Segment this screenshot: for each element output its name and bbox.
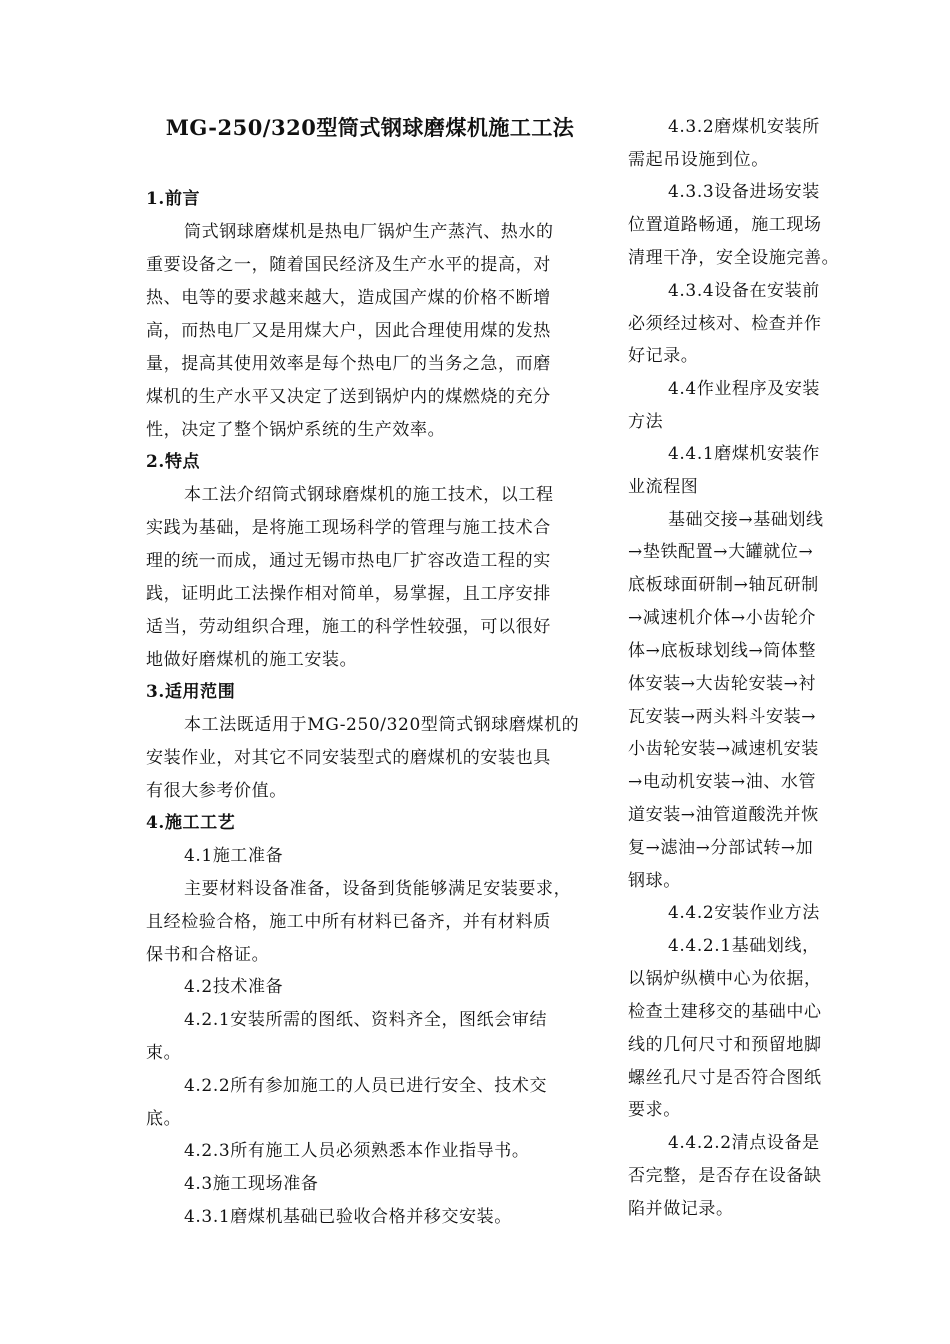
text-line: 底板球面研制→轴瓦研制 (628, 575, 819, 595)
text-line: 4.3.1磨煤机基础已验收合格并移交安装。 (184, 1207, 512, 1227)
text-line: 钢球。 (628, 871, 681, 891)
text-line: 主要材料设备准备，设备到货能够满足安装要求， (184, 879, 572, 899)
text-line: 体安装→大齿轮安装→衬 (628, 674, 817, 694)
text-line: 束。 (146, 1043, 182, 1063)
text-line: 位置道路畅通，施工现场 (628, 215, 822, 235)
text-line: 筒式钢球磨煤机是热电厂锅炉生产蒸汽、热水的 (184, 222, 554, 242)
text-line: 有很大参考价值。 (146, 781, 287, 801)
text-line: 否完整，是否存在设备缺 (628, 1166, 822, 1186)
text-line: 螺丝孔尺寸是否符合图纸 (628, 1068, 822, 1088)
text-line: →减速机介体→小齿轮介 (628, 608, 817, 628)
text-line: 理的统一而成，通过无锡市热电厂扩容改造工程的实 (146, 551, 551, 571)
text-line: 4.4.2.2清点设备是 (668, 1133, 820, 1153)
section-heading: 4.施工工艺 (146, 813, 236, 833)
text-line: 4.2.2所有参加施工的人员已进行安全、技术交 (184, 1076, 548, 1096)
text-line: 重要设备之一，随着国民经济及生产水平的提高，对 (146, 255, 551, 275)
text-line: 4.3施工现场准备 (184, 1174, 319, 1194)
text-line: 性，决定了整个锅炉系统的生产效率。 (146, 420, 446, 440)
section-heading: 2.特点 (146, 452, 201, 472)
text-line: 高，而热电厂又是用煤大户，因此合理使用煤的发热 (146, 321, 551, 341)
text-line: 以锅炉纵横中心为依据， (628, 969, 822, 989)
text-line: 小齿轮安装→减速机安装 (628, 739, 819, 759)
text-line: 检查土建移交的基础中心 (628, 1002, 822, 1022)
text-line: 4.3.2磨煤机安装所 (668, 117, 820, 137)
text-line: 4.4作业程序及安装 (668, 379, 821, 399)
text-line: 体→底板球划线→筒体整 (628, 641, 817, 661)
text-line: 方法 (628, 412, 664, 432)
text-line: 底。 (146, 1109, 182, 1129)
text-line: 业流程图 (628, 477, 699, 497)
text-line: 4.3.3设备进场安装 (668, 182, 820, 202)
text-line: 需起吊设施到位。 (628, 150, 769, 170)
text-line: 基础交接→基础划线 (668, 510, 824, 530)
text-line: 安装作业，对其它不同安装型式的磨煤机的安装也具 (146, 748, 551, 768)
text-line: 瓦安装→两头料斗安装→ (628, 707, 817, 727)
text-line: 4.2技术准备 (184, 977, 284, 997)
text-line: 线的几何尺寸和预留地脚 (628, 1035, 822, 1055)
text-line: 地做好磨煤机的施工安装。 (146, 650, 358, 670)
text-line: 煤机的生产水平又决定了送到锅炉内的煤燃烧的充分 (146, 387, 551, 407)
text-line: 热、电等的要求越来越大，造成国产煤的价格不断增 (146, 288, 551, 308)
section-heading: 3.适用范围 (146, 682, 236, 702)
text-line: 4.2.1安装所需的图纸、资料齐全，图纸会审结 (184, 1010, 548, 1030)
text-line: 好记录。 (628, 346, 699, 366)
text-line: 要求。 (628, 1100, 681, 1120)
text-line: 且经检验合格，施工中所有材料已备齐，并有材料质 (146, 912, 551, 932)
section-heading: 1.前言 (146, 189, 201, 209)
document-title: MG-250/320型筒式钢球磨煤机施工工法 (165, 115, 575, 140)
text-line: 保书和合格证。 (146, 945, 270, 965)
text-line: 复→滤油→分部试转→加 (628, 838, 814, 858)
text-line: 量，提高其使用效率是每个热电厂的当务之急，而磨 (146, 354, 551, 374)
text-line: 4.2.3所有施工人员必须熟悉本作业指导书。 (184, 1141, 530, 1161)
text-line: 适当，劳动组织合理，施工的科学性较强，可以很好 (146, 617, 551, 637)
text-line: →垫铁配置→大罐就位→ (628, 542, 814, 562)
text-line: 实践为基础，是将施工现场科学的管理与施工技术合 (146, 518, 551, 538)
text-line: 4.3.4设备在安装前 (668, 281, 820, 301)
text-line: 必须经过核对、检查并作 (628, 314, 822, 334)
text-line: →电动机安装→油、水管 (628, 772, 817, 792)
text-line: 4.4.2安装作业方法 (668, 903, 820, 923)
text-line: 陷并做记录。 (628, 1199, 734, 1219)
text-line: 4.4.1磨煤机安装作 (668, 444, 820, 464)
text-line: 4.1施工准备 (184, 846, 284, 866)
text-line: 践，证明此工法操作相对简单，易掌握，且工序安排 (146, 584, 551, 604)
text-line: 清理干净，安全设施完善。 (628, 248, 840, 268)
text-line: 本工法既适用于MG-250/320型筒式钢球磨煤机的 (184, 715, 580, 735)
text-line: 本工法介绍筒式钢球磨煤机的施工技术，以工程 (184, 485, 554, 505)
text-line: 道安装→油管道酸洗并恢 (628, 805, 819, 825)
text-line: 4.4.2.1基础划线， (668, 936, 820, 956)
